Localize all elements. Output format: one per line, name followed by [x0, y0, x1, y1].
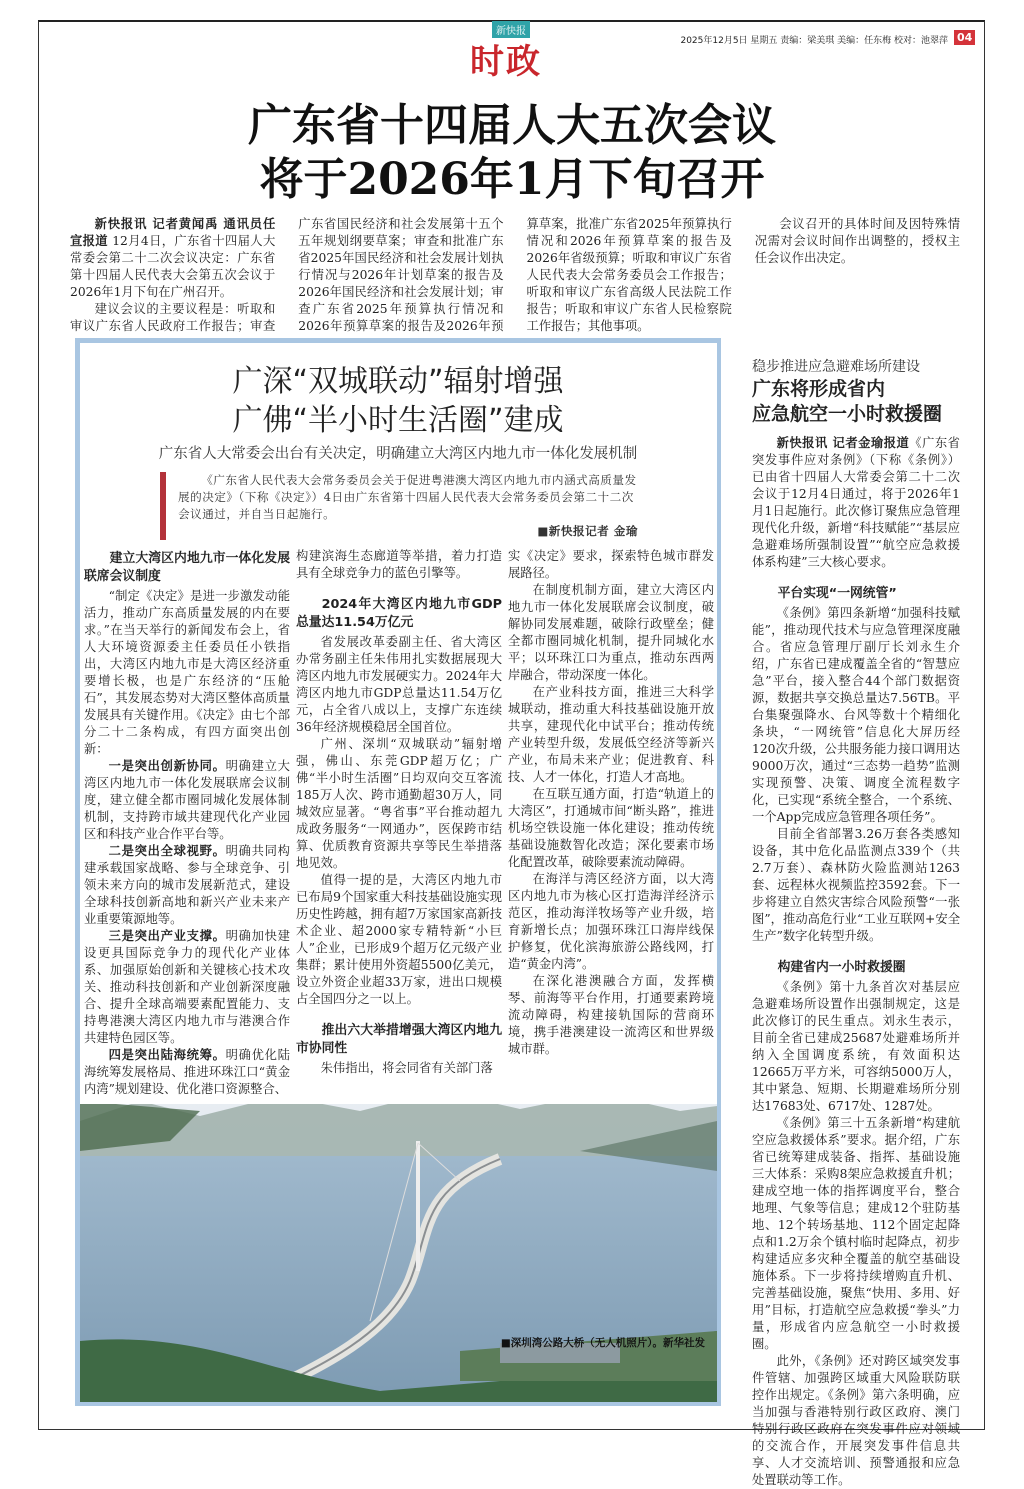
paragraph-text: 目前全省部署3.26万套各类感知设备，其中危化品监测点339个（共2.7万套）、森林防火险监测站1263套、远程林火视频监控3592套。下一步将建立自然灾害综合风险预警“一张图”，推动高危行业“工业互联网+安全生产”数字化转型升级。: [752, 827, 960, 943]
paragraph-text: 《条例》第四条新增“加强科技赋能”，推动现代技术与应急管理深度融合。省应急管理厅副厅长刘永生介绍，广东省已建成覆盖全省的“智慧应急”平台，接入整合44个部门数据资源，数据共享交换总量达7.56TB。平台集聚强降水、台风等数十个精细化条块，“一网统管”信息化大屏历经120次升级，公共服务能力接口调用达9000万次，通过“三态势一趋势”监测实现预警、决策、调度全流程数字化，已实现“系统全整合，一个系统、一个App完成应急管理各项任务”。: [752, 606, 960, 824]
paragraph: [755, 216, 960, 267]
feature-title-line2: 广佛“半小时生活圈”建成: [232, 403, 564, 438]
paragraph-text: 建议会议的主要议程是：听取和审议广东省人民政府工作报告；审查广东省国民经济和社会发展第十五个五年规划纲要草案；审查和批准广东省2025年国民经济和社会发展计划执行情况与2026年计划草案的报告及2026年国民经济和社会发展计划；审查广东省2025年预算执行情况和2026年预算草案的报告及2026年预算草案，批准广东省2025年预算执行情况和2026年预算草案的报告及2026年省级预算；听取和审议广东省人民代表大会常务委员会工作报告；听取和审议广东省高级人民法院工作报告；听取和审议广东省人民检察院工作报告；其他事项。: [70, 217, 732, 333]
paragraph: [84, 843, 290, 928]
section-title: 时政: [470, 42, 542, 82]
paragraph: [84, 928, 290, 1047]
feature-summary: [160, 472, 638, 540]
paragraph: [84, 588, 290, 758]
feature-title-line1: 广深“双城联动”辐射增强: [232, 364, 564, 399]
paragraph: [508, 871, 714, 973]
paragraph: [70, 216, 275, 301]
paragraph-lead: 四是突出陆海统筹。: [108, 1048, 226, 1062]
feature-body: [84, 548, 714, 1098]
paragraph-text: 明确建立大湾区内地九市一体化发展联席会议制度，建立健全都市圈同城化发展体制机制，支持跨市域共建现代化产业园区和科技产业合作平台等。: [84, 759, 290, 841]
paragraph-text: 在互联互通方面，打造“轨道上的大湾区”，打通城市间“断头路”，推进机场空铁设施一体化建设；推动传统基础设施数智化改造；深化要素市场化配置改革，破除要素流动障碍。: [508, 787, 714, 869]
paragraph: [752, 605, 960, 826]
paragraph-text: 朱伟指出，将会同省有关部门落: [320, 1061, 493, 1075]
subheading: 构建省内一小时救援圈: [777, 960, 906, 975]
paragraph-text: 广州、深圳“双城联动”辐射增强，佛山、东莞GDP超万亿；广佛“半小时生活圈”日均双向交互客流185万人次、跨市通勤超30万人，同城效应显著。“粤省事”平台推动超九成政务服务“一网通办”，医保跨市结算、优质教育资源共享等民生举措落地见效。: [296, 737, 502, 870]
bridge-photo-image: [80, 1104, 717, 1402]
paragraph: [752, 435, 960, 571]
paragraph: [296, 872, 502, 1008]
paragraph: [84, 1047, 290, 1098]
paragraph: [752, 826, 960, 945]
subheading: 建立大湾区内地九市一体化发展联席会议制度: [84, 551, 290, 584]
paragraph-text: 此外，《条例》还对跨区域突发事件管辖、加强跨区域重大风险联防联控作出规定。《条例》第六条明确，应当加强与香港特别行政区政府、澳门特别行政区政府在突发事件应对领域的交流合作，开展突发事件信息共享、人才交流培训、预警通报和应急处置联动等工作。: [752, 1354, 960, 1487]
paragraph: [296, 736, 502, 872]
paragraph-text: 《条例》第十九条首次对基层应急避难场所设置作出强制规定，这是此次修订的民生重点。刘永生表示，目前全省已建成25687处避难场所并纳入全国调度系统，有效面积达12665万平方米，可容纳5000万人，其中紧急、短期、长期避难场所分别达17683处、6717处、1287处。: [752, 980, 960, 1113]
paragraph: [508, 548, 714, 582]
subheading: 2024年大湾区内地九市GDP总量达11.54万亿元: [296, 597, 502, 630]
lead-story-body: [70, 216, 960, 335]
summary-text: 《广东省人民代表大会常务委员会关于促进粤港澳大湾区内地九市内涵式高质量发展的决定》（下称《决定》）4日由广东省第十四届人民代表大会常务委员会第二十二次会议通过，并自当日起施行。: [178, 473, 637, 521]
feature-column-3: [508, 548, 714, 1058]
lead-headline-line2: 将于2026年1月下旬召开: [259, 154, 765, 205]
paragraph-text: 明确加快建设更具国际竞争力的现代化产业体系、加强原始创新和关键核心技术攻关、推动科技创新和产业创新深度融合、提升全球高端要素配置能力、支持粤港澳大湾区内地九市与港澳合作共建特色园区等。: [84, 929, 290, 1045]
bridge-photo: [80, 1104, 717, 1402]
paragraph-text: 在深化港澳融合方面，发挥横琴、前海等平台作用，打通要素跨境流动障碍，构建接轨国际的营商环境，携手港澳建设一流湾区和世界级城市群。: [508, 974, 714, 1056]
side-story: [752, 357, 960, 1489]
paragraph: [508, 786, 714, 871]
lead-story-text: [70, 216, 960, 335]
paragraph: [296, 634, 502, 736]
paragraph-text: 明确共同构建承载国家战略、参与全球竞争、引领未来方向的城市发展新范式，建设全球科技创新高地和新兴产业未来产业重要策源地等。: [84, 844, 290, 926]
paragraph-lead: 三是突出产业支撑。: [108, 929, 226, 943]
lead-headline-line1: 广东省十四届人大五次会议: [248, 100, 776, 151]
paragraph-text: 值得一提的是，大湾区内地九市已布局9个国家重大科技基础设施实现历史性跨越，拥有超7万家国家高新技术企业、超2000家专精特新“小巨人”企业，已形成9个超万亿元级产业集群；累计使用外资超5500亿美元，设立外资企业超33万家，进出口规模占全国四分之一以上。: [296, 873, 502, 1006]
paragraph-text: 在制度机制方面，建立大湾区内地九市一体化发展联席会议制度，破解协同发展难题，破除行政壁垒；健全都市圈同城化机制，提升同城化水平；以环珠江口为重点，推动东西两岸融合，带动深度一体化。: [508, 583, 714, 682]
paragraph: [752, 1353, 960, 1489]
side-story-body: [752, 435, 960, 1489]
paragraph: [752, 1115, 960, 1353]
paragraph-lead: 一是突出创新协同。: [108, 759, 226, 773]
paragraph: [508, 582, 714, 684]
paragraph-text: 省发展改革委副主任、省大湾区办常务副主任朱伟用扎实数据展现大湾区内地九市发展硬实力。2024年大湾区内地九市GDP总量达11.54万亿元，占全省八成以上，支撑广东连续36年经济规模稳居全国首位。: [296, 635, 502, 734]
byline: ■新快报记者 金瑜: [537, 524, 638, 538]
paragraph: [508, 973, 714, 1058]
paragraph-lead: 新快报讯 记者黄闻禹 通讯员任宣报道: [70, 217, 276, 248]
page-number: 04: [954, 30, 975, 45]
paragraph-text: 在海洋与湾区经济方面，以大湾区内地九市为核心区打造海洋经济示范区，推动海洋牧场等产业升级，培育新增长点；加强环珠江口海岸线保护修复，优化滨海旅游公路线网，打造“黄金内湾”。: [508, 872, 714, 971]
side-kicker: 稳步推进应急避难场所建设: [752, 359, 920, 375]
feature-column-2: [296, 548, 502, 1077]
paragraph-text: 会议召开的具体时间及因特殊情况需对会议时间作出调整的，授权主任会议作出决定。: [754, 217, 960, 265]
subheading: 平台实现“一网统管”: [777, 586, 897, 601]
feature-column-1: [84, 548, 290, 1098]
paragraph: [84, 758, 290, 843]
paragraph-text: 明确优化陆海统筹发展格局、推进环珠江口“黄金内湾”规划建设、优化港口资源整合、: [84, 1048, 290, 1096]
subheading: 推出六大举措增强大湾区内地九市协同性: [296, 1023, 502, 1056]
page-meta: 2025年12月5日 星期五 责编：梁美琪 美编：任东梅 校对：池翠萍: [680, 36, 948, 46]
paragraph-lead: 新快报讯 记者金瑜报道: [776, 436, 910, 450]
brand-logo: 新快报: [492, 21, 530, 38]
paragraph: [296, 548, 502, 582]
paragraph-text: 12月4日，广东省十四届人大常委会第二十二次会议决定：广东省第十四届人民代表大会第五次会议于2026年1月下旬在广州召开。: [70, 234, 276, 299]
photo-caption: ■深圳湾公路大桥（无人机照片）。新华社发: [500, 1337, 705, 1349]
side-title-line1: 广东将形成省内: [752, 378, 886, 400]
paragraph: [508, 684, 714, 786]
paragraph-text: 《广东省突发事件应对条例》（下称《条例》）已由省十四届人大常委会第二十二次会议于12月4日通过，将于2026年1月1日起施行。此次修订聚焦应急管理现代化升级，新增“科技赋能”“基层应急避难场所强制设置”“航空应急救援体系构建”三大核心要求。: [752, 436, 960, 569]
paragraph-text: 在产业科技方面，推进三大科学城联动，推动重大科技基础设施开放共享，建现代化中试平台；推动传统产业转型升级，发展低空经济等新兴产业，布局未来产业；促进教育、科技、人才一体化，打造人才高地。: [508, 685, 714, 784]
paragraph-text: 构建滨海生态廊道等举措，着力打造具有全球竞争力的蓝色引擎等。: [296, 549, 502, 580]
paragraph-text: “制定《决定》是进一步激发动能活力，推动广东高质量发展的内在要求。”在当天举行的新闻发布会上，省人大环境资源委主任委员任小铁指出，大湾区内地九市是大湾区经济重要增长极，也是广东经济的“压舱石”，其发展态势对大湾区整体高质量发展具有关键作用。《决定》由七个部分二十二条构成，有四方面突出创新：: [84, 589, 290, 756]
side-title-line2: 应急航空一小时救援圈: [752, 403, 943, 425]
paragraph-lead: 二是突出全球视野。: [108, 844, 226, 858]
paragraph: [752, 979, 960, 1115]
feature-subtitle: 广东省人大常委会出台有关决定，明确建立大湾区内地九市一体化发展机制: [158, 446, 638, 462]
paragraph: [296, 1060, 502, 1077]
paragraph-text: 《条例》第三十五条新增“构建航空应急救援体系”要求。据介绍，广东省已统筹建成装备、指挥、基础设施三大体系：采购8架应急救援直升机；建成空地一体的指挥调度平台，整合地理、气象等信息；建成12个驻防基地、12个转场基地、112个固定起降点和1.2万余个镇村临时起降点，初步构建适应多灾种全覆盖的航空基础设施体系。下一步将持续增购直升机、完善基础设施，聚焦“快用、多用、好用”目标，打造航空应急救援“拳头”力量，形成省内应急航空一小时救援圈。: [752, 1116, 960, 1351]
paragraph-text: 实《决定》要求，探索特色城市群发展路径。: [508, 549, 714, 580]
